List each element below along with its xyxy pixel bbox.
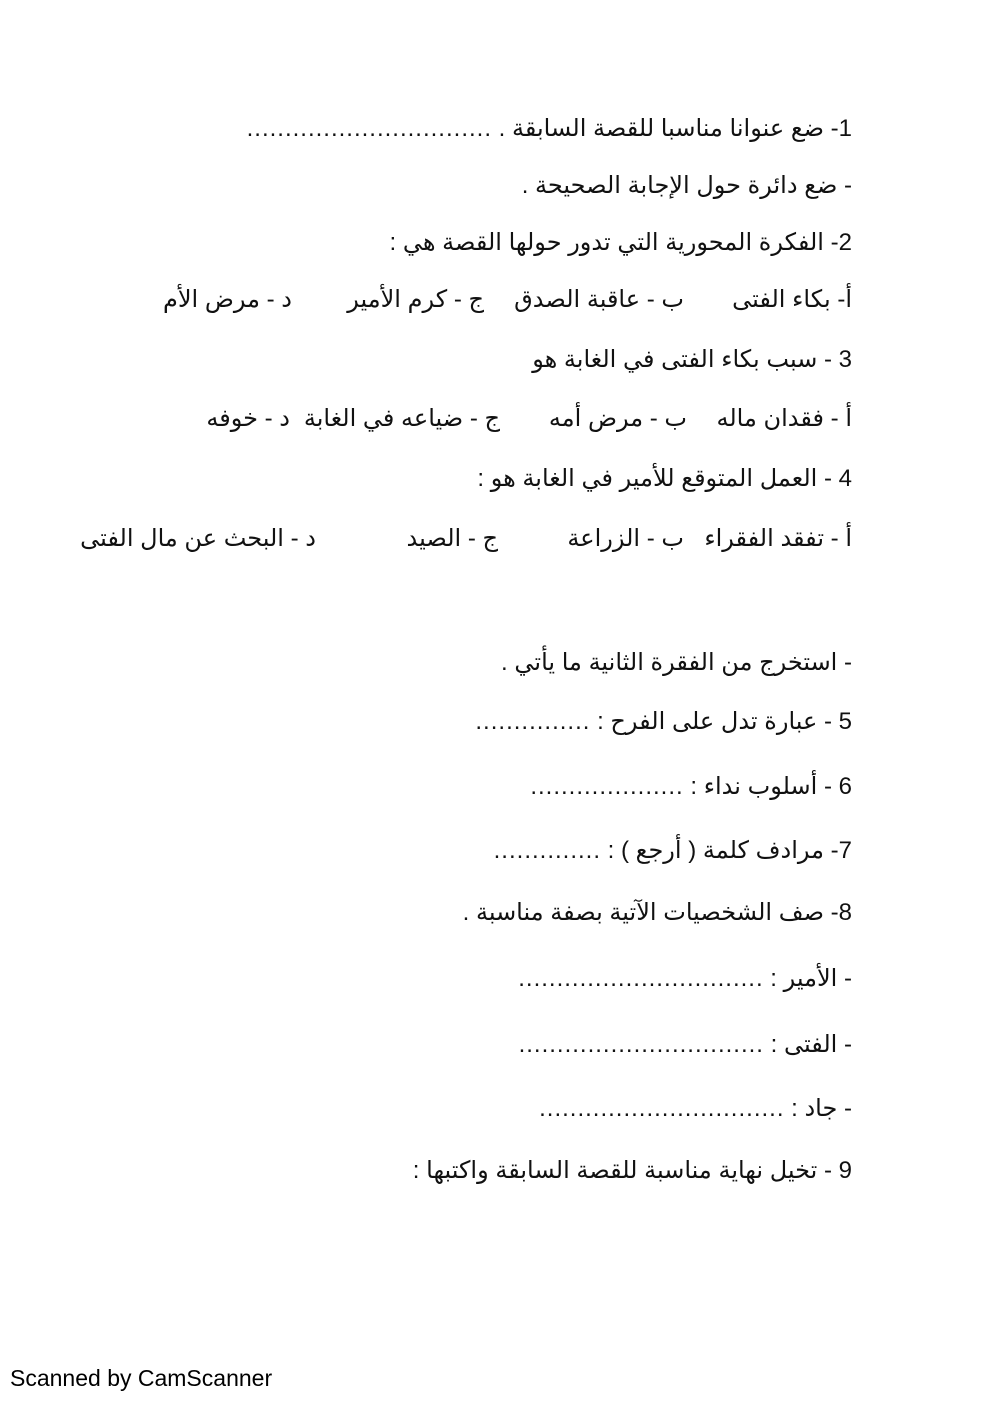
q2-option-d[interactable]: د - مرض الأم bbox=[162, 286, 292, 313]
q4-option-a[interactable]: أ - تفقد الفقراء bbox=[704, 525, 852, 552]
character-jad bbox=[539, 1094, 852, 1124]
q3-option-d[interactable]: د - خوفه bbox=[206, 405, 290, 432]
question-1 bbox=[247, 114, 852, 144]
question-7-text: 7- مرادف كلمة ( أرجع ) : bbox=[607, 837, 852, 864]
question-6-blank: .................... bbox=[530, 773, 684, 800]
camscanner-watermark: Scanned by CamScanner bbox=[10, 1365, 273, 1391]
question-5-blank: ............... bbox=[475, 708, 591, 735]
question-7 bbox=[494, 836, 852, 866]
instruction-extract: - استخرج من الفقرة الثانية ما يأتي . bbox=[501, 649, 852, 676]
question-3: 3 - سبب بكاء الفتى في الغابة هو bbox=[532, 346, 852, 373]
q4-option-b[interactable]: ب - الزراعة bbox=[567, 525, 684, 552]
character-jad-blank: ................................ bbox=[539, 1095, 785, 1122]
question-4: 4 - العمل المتوقع للأمير في الغابة هو : bbox=[477, 465, 852, 492]
question-6-text: 6 - أسلوب نداء : bbox=[690, 773, 852, 800]
question-2-options bbox=[0, 285, 992, 317]
question-9: 9 - تخيل نهاية مناسبة للقصة السابقة واكتبها : bbox=[412, 1157, 852, 1184]
q2-option-b[interactable]: ب - عاقبة الصدق bbox=[514, 286, 684, 313]
question-6 bbox=[530, 772, 852, 802]
q3-option-c[interactable]: ج - ضياعه في الغابة bbox=[303, 405, 500, 432]
question-7-blank: .............. bbox=[493, 837, 601, 864]
question-4-options bbox=[0, 524, 992, 556]
question-3-options bbox=[0, 404, 992, 436]
character-prince-label: - الأمير : bbox=[770, 965, 852, 992]
character-boy-label: - الفتى : bbox=[770, 1031, 852, 1058]
character-prince bbox=[518, 964, 852, 994]
q3-option-b[interactable]: ب - مرض أمه bbox=[548, 405, 687, 432]
q4-option-d[interactable]: د - البحث عن مال الفتى bbox=[80, 525, 316, 552]
q2-option-c[interactable]: ج - كرم الأمير bbox=[347, 286, 484, 313]
character-jad-label: - جاد : bbox=[791, 1095, 852, 1122]
question-5-text: 5 - عبارة تدل على الفرح : bbox=[597, 708, 852, 735]
question-8: 8- صف الشخصيات الآتية بصفة مناسبة . bbox=[462, 899, 852, 926]
question-2: 2- الفكرة المحورية التي تدور حولها القصة هي : bbox=[389, 229, 852, 256]
character-prince-blank: ................................ bbox=[518, 965, 764, 992]
q4-option-c[interactable]: ج - الصيد bbox=[406, 525, 498, 552]
question-5 bbox=[475, 707, 852, 737]
instruction-circle-answer: - ضع دائرة حول الإجابة الصحيحة . bbox=[521, 172, 852, 199]
character-boy bbox=[519, 1030, 852, 1060]
question-1-blank: ................................ bbox=[246, 115, 492, 142]
character-boy-blank: ................................ bbox=[518, 1031, 764, 1058]
question-1-text: 1- ضع عنوانا مناسبا للقصة السابقة . bbox=[498, 115, 852, 142]
q2-option-a[interactable]: أ- بكاء الفتى bbox=[732, 286, 852, 313]
q3-option-a[interactable]: أ - فقدان ماله bbox=[716, 405, 852, 432]
